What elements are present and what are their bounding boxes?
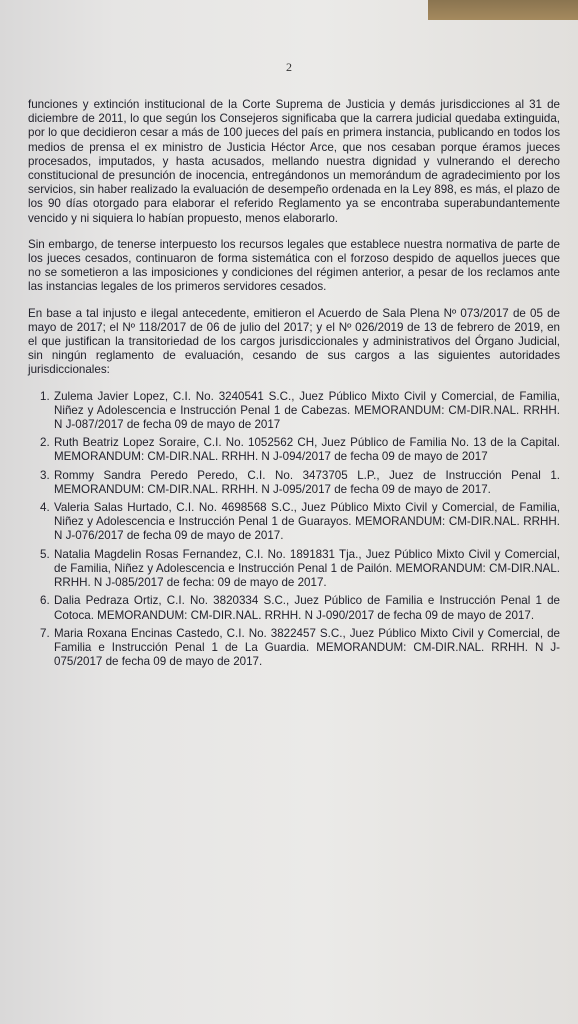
list-item [28, 627, 560, 670]
list-item [28, 390, 560, 433]
paragraph-court-extinction: funciones y extinción institucional de la Corte Suprema de Justicia y demás jurisdicciones al 31 de diciembre de 2011, lo que según los Consejeros significaba que la carrera judicial quedaba extinguida, por lo que decidieron cesar a más de 100 jueces del país en primera instancia, publicando en todos los medios de prensa el ex ministro de Justicia Héctor Arce, que nos cesaban porque éramos jueces procesados, imputados, y hasta acusados, mellando nuestra dignidad y vulnerando el derecho constitucional de presunción de inocencia, entregándonos un memorándum de agradecimiento por los servicios, sin haber realizado la evaluación de desempeño ordenada en la Ley 898, es más, el plazo de los 90 días otorgado para elaborar el referido Reglamento ya se encontraba superabundantemente vencido y ni siquiera lo habían propuesto, menos elaborarlo. [28, 98, 560, 225]
list-item [28, 469, 560, 497]
dismissed-judges-list [28, 390, 560, 670]
list-item-number: 7. [40, 626, 50, 640]
list-item-number: 2. [40, 436, 50, 450]
paragraph-legal-appeals: Sin embargo, de tenerse interpuesto los recursos legales que establece nuestra normativa de parte de los jueces cesados, continuaron de forma sistemática con el forzoso despido de aquellos jueces que no se sometieron a las imposiciones y condiciones del régimen anterior, a pesar de los reclamos ante las instancias legales de los primeros servidores cesados. [28, 237, 560, 294]
list-item [28, 594, 560, 622]
list-item-text: Dalia Pedraza Ortiz, C.I. No. 3820334 S.C., Juez Público de Familia e Instrucción Penal 1 de Cotoca. MEMORANDUM: CM-DIR.NAL. RRHH. N J-090/2017 de fecha 09 de mayo de 2017. [54, 594, 560, 622]
list-item-text: Rommy Sandra Peredo Peredo, C.I. No. 3473705 L.P., Juez de Instrucción Penal 1. MEMORANDUM: CM-DIR.NAL. RRHH. N J-095/2017 de fecha 09 de mayo de 2017. [54, 468, 560, 496]
list-item-text: Valeria Salas Hurtado, C.I. No. 4698568 S.C., Juez Público Mixto Civil y Comercial, de Familia, Niñez y Adolescencia e Instrucción Penal 1 de Guarayos. MEMORANDUM: CM-DIR.NAL. RRHH. N J-076/2017 de fecha 09 de mayo de 2017. [54, 501, 560, 543]
list-item-number: 1. [40, 389, 50, 403]
paragraph-plenary-agreements: En base a tal injusto e ilegal antecedente, emitieron el Acuerdo de Sala Plena Nº 073/2017 de 05 de mayo de 2017; el Nº 118/2017 de 06 de julio del 2017; y el Nº 026/2019 de 13 de febrero de 2019, en el que justifican la transitoriedad de los cargos jurisdiccionales y administrativos del Órgano Judicial, sin ningún reglamento de evaluación, cesando de sus cargos a las siguientes autoridades jurisdiccionales: [28, 306, 560, 377]
list-item-number: 6. [40, 594, 50, 608]
list-item-number: 4. [40, 501, 50, 515]
list-item-number: 3. [40, 468, 50, 482]
list-item-number: 5. [40, 547, 50, 561]
list-item-text: Ruth Beatriz Lopez Soraire, C.I. No. 1052562 CH, Juez Público de Familia No. 13 de la Capital. MEMORANDUM: CM-DIR.NAL. RRHH. N J-094/2017 de fecha 09 de mayo de 2017 [54, 436, 560, 464]
document-body [28, 98, 560, 673]
list-item [28, 548, 560, 591]
background-table-corner [428, 0, 578, 20]
page-number: 2 [286, 60, 292, 74]
list-item-text: Zulema Javier Lopez, C.I. No. 3240541 S.C., Juez Público Mixto Civil y Comercial, de Familia, Niñez y Adolescencia e Instrucción Penal 1 de Cabezas. MEMORANDUM: CM-DIR.NAL. RRHH. N J-087/2017 de fecha 09 de mayo de 2017 [54, 389, 560, 432]
list-item [28, 501, 560, 544]
list-item-text: Maria Roxana Encinas Castedo, C.I. No. 3822457 S.C., Juez Público Mixto Civil y Comercial, de Familia e Instrucción Penal 1 de La Guardia. MEMORANDUM: CM-DIR.NAL. RRHH. N J-075/2017 de fecha 09 de mayo de 2017. [54, 626, 560, 669]
list-item-text: Natalia Magdelin Rosas Fernandez, C.I. No. 1891831 Tja., Juez Público Mixto Civil y Comercial, de Familia, Niñez y Adolescencia e Instrucción Penal 1 de Pailón. MEMORANDUM: CM-DIR.NAL. RRHH. N J-085/2017 de fecha: 09 de mayo de 2017. [54, 547, 560, 590]
list-item [28, 436, 560, 464]
